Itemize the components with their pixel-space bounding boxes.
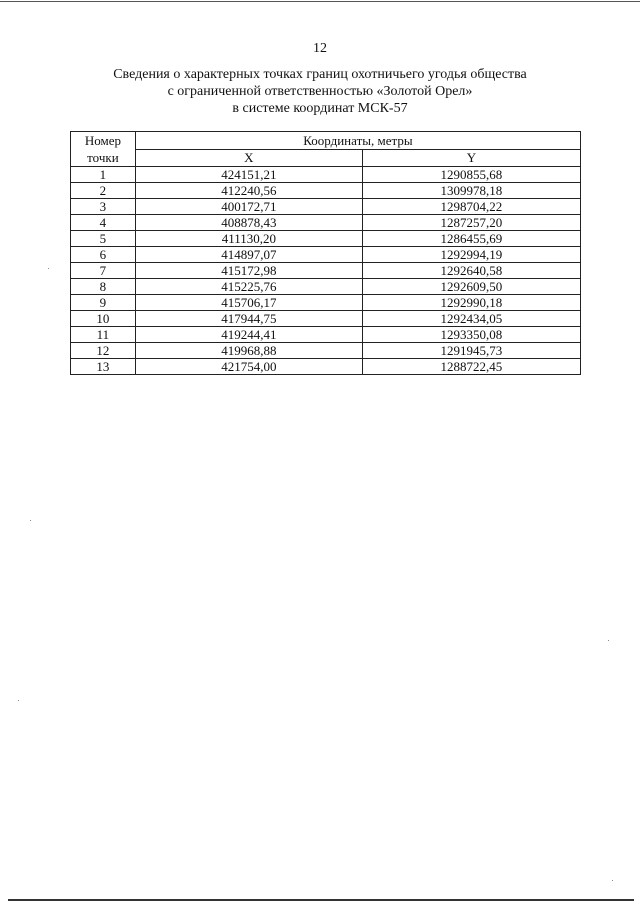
table-subheader-row xyxy=(71,149,581,167)
y-coordinate-cell: 1292990,18 xyxy=(362,295,580,311)
point-number-header xyxy=(71,132,136,167)
table-row xyxy=(71,359,581,375)
x-coordinate-cell: 415706,17 xyxy=(135,295,362,311)
point-number-cell: 5 xyxy=(71,231,136,247)
table-row xyxy=(71,167,581,183)
table-row xyxy=(71,279,581,295)
heading-line-1: Сведения о характерных точках границ охотничьего угодья общества xyxy=(113,67,527,82)
page-bottom-edge-line xyxy=(8,899,634,901)
point-number-header-line-1: Номер xyxy=(84,133,121,148)
x-coordinate-cell: 415225,76 xyxy=(135,279,362,295)
x-coordinate-cell: 419968,88 xyxy=(135,343,362,359)
x-coordinate-cell: 421754,00 xyxy=(135,359,362,375)
table-row xyxy=(71,327,581,343)
point-number-cell: 12 xyxy=(71,343,136,359)
x-coordinate-cell: 417944,75 xyxy=(135,311,362,327)
point-number-cell: 2 xyxy=(71,183,136,199)
point-number-cell: 11 xyxy=(71,327,136,343)
table-row xyxy=(71,343,581,359)
y-coordinate-cell: 1309978,18 xyxy=(362,183,580,199)
point-number-cell: 6 xyxy=(71,247,136,263)
point-number-cell: 7 xyxy=(71,263,136,279)
point-number-cell: 9 xyxy=(71,295,136,311)
x-coordinate-cell: 424151,21 xyxy=(135,167,362,183)
coordinates-header: Координаты, метры xyxy=(135,132,580,150)
y-coordinate-cell: 1288722,45 xyxy=(362,359,580,375)
document-heading xyxy=(60,66,580,117)
scan-speck xyxy=(30,520,31,521)
point-number-cell: 4 xyxy=(71,215,136,231)
y-column-header: Y xyxy=(362,149,580,167)
heading-line-3: в системе координат МСК-57 xyxy=(232,101,408,116)
y-coordinate-cell: 1298704,22 xyxy=(362,199,580,215)
heading-line-2: с ограниченной ответственностью «Золотой Орел» xyxy=(167,84,473,99)
scan-speck xyxy=(18,700,19,701)
coordinates-table xyxy=(70,131,581,375)
x-coordinate-cell: 412240,56 xyxy=(135,183,362,199)
point-number-cell: 10 xyxy=(71,311,136,327)
page-top-edge-line xyxy=(0,1,640,2)
table-row xyxy=(71,215,581,231)
x-coordinate-cell: 411130,20 xyxy=(135,231,362,247)
table-row xyxy=(71,231,581,247)
x-coordinate-cell: 415172,98 xyxy=(135,263,362,279)
x-coordinate-cell: 419244,41 xyxy=(135,327,362,343)
y-coordinate-cell: 1292609,50 xyxy=(362,279,580,295)
y-coordinate-cell: 1291945,73 xyxy=(362,343,580,359)
x-column-header: X xyxy=(135,149,362,167)
scan-speck xyxy=(612,880,613,881)
table-row xyxy=(71,295,581,311)
scan-speck xyxy=(48,268,49,269)
table-row xyxy=(71,263,581,279)
table-body xyxy=(71,167,581,375)
y-coordinate-cell: 1290855,68 xyxy=(362,167,580,183)
x-coordinate-cell: 408878,43 xyxy=(135,215,362,231)
table-row xyxy=(71,183,581,199)
y-coordinate-cell: 1292434,05 xyxy=(362,311,580,327)
page-number: 12 xyxy=(313,41,327,56)
table-header-row xyxy=(71,132,581,150)
table-row xyxy=(71,199,581,215)
y-coordinate-cell: 1293350,08 xyxy=(362,327,580,343)
y-coordinate-cell: 1287257,20 xyxy=(362,215,580,231)
x-coordinate-cell: 400172,71 xyxy=(135,199,362,215)
point-number-cell: 3 xyxy=(71,199,136,215)
point-number-cell: 8 xyxy=(71,279,136,295)
scan-speck xyxy=(608,640,609,641)
y-coordinate-cell: 1286455,69 xyxy=(362,231,580,247)
point-number-cell: 13 xyxy=(71,359,136,375)
y-coordinate-cell: 1292640,58 xyxy=(362,263,580,279)
point-number-cell: 1 xyxy=(71,167,136,183)
table-row xyxy=(71,247,581,263)
point-number-header-line-2: точки xyxy=(87,150,119,165)
x-coordinate-cell: 414897,07 xyxy=(135,247,362,263)
table-row xyxy=(71,311,581,327)
y-coordinate-cell: 1292994,19 xyxy=(362,247,580,263)
